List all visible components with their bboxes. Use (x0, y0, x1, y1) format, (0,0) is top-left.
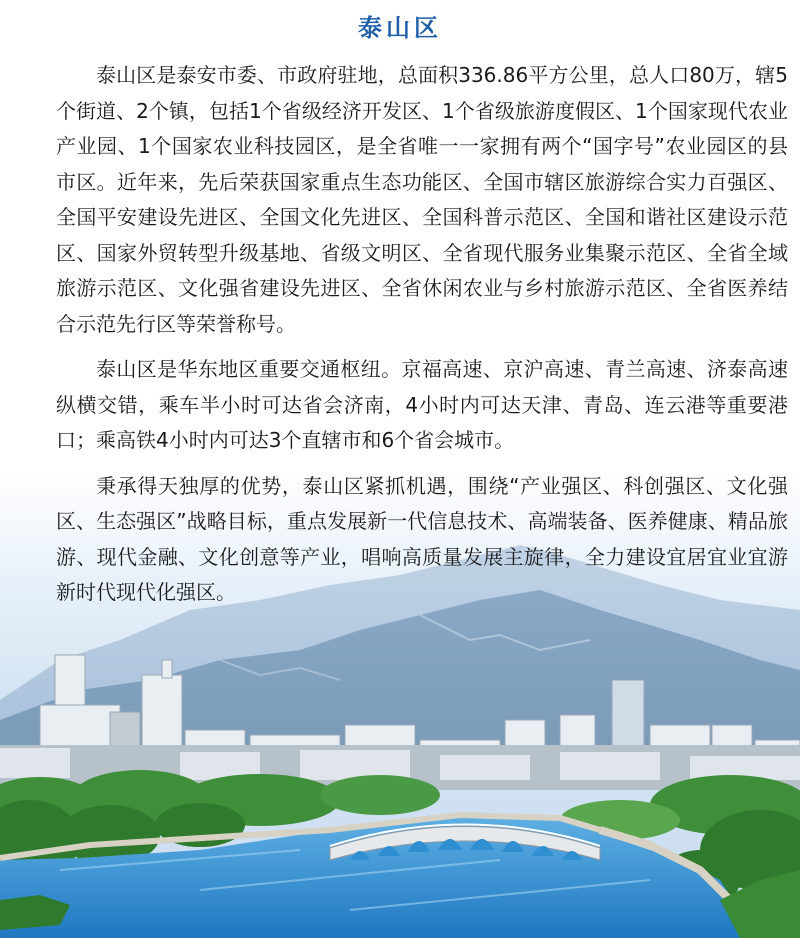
paragraph-overview: 泰山区是泰安市委、市政府驻地，总面积336.86平方公里，总人口80万，辖5个街道、2个镇，包括1个省级经济开发区、1个省级旅游度假区、1个国家现代农业产业园、1个国家农业科技园区，是全省唯一一家拥有两个“国字号”农业园区的县市区。近年来，先后荣获国家重点生态功能区、全国市辖区旅游综合实力百强区、全国平安建设先进区、全国文化先进区、全国科普示范区、全国和谐社区建设示范区、国家外贸转型升级基地、省级文明区、全省现代服务业集聚示范区、全省全域旅游示范区、文化强省建设先进区、全省休闲农业与乡村旅游示范区、全省医养结合示范先行区等荣誉称号。 (56, 63, 788, 336)
page-title: 泰山区 (358, 13, 442, 42)
article-body (56, 58, 788, 611)
paragraph-development: 秉承得天独厚的优势，泰山区紧抓机遇，围绕“产业强区、科创强区、文化强区、生态强区”战略目标，重点发展新一代信息技术、高端装备、医养健康、精品旅游、现代金融、文化创意等产业，唱响高质量发展主旋律，全力建设宜居宜业宜游新时代现代化强区。 (56, 473, 788, 604)
paragraph-transport: 泰山区是华东地区重要交通枢纽。京福高速、京沪高速、青兰高速、济泰高速纵横交错，乘车半小时可达省会济南，4小时内可达天津、青岛、连云港等重要港口；乘高铁4小时内可达3个直辖市和6个省会城市。 (56, 357, 788, 452)
